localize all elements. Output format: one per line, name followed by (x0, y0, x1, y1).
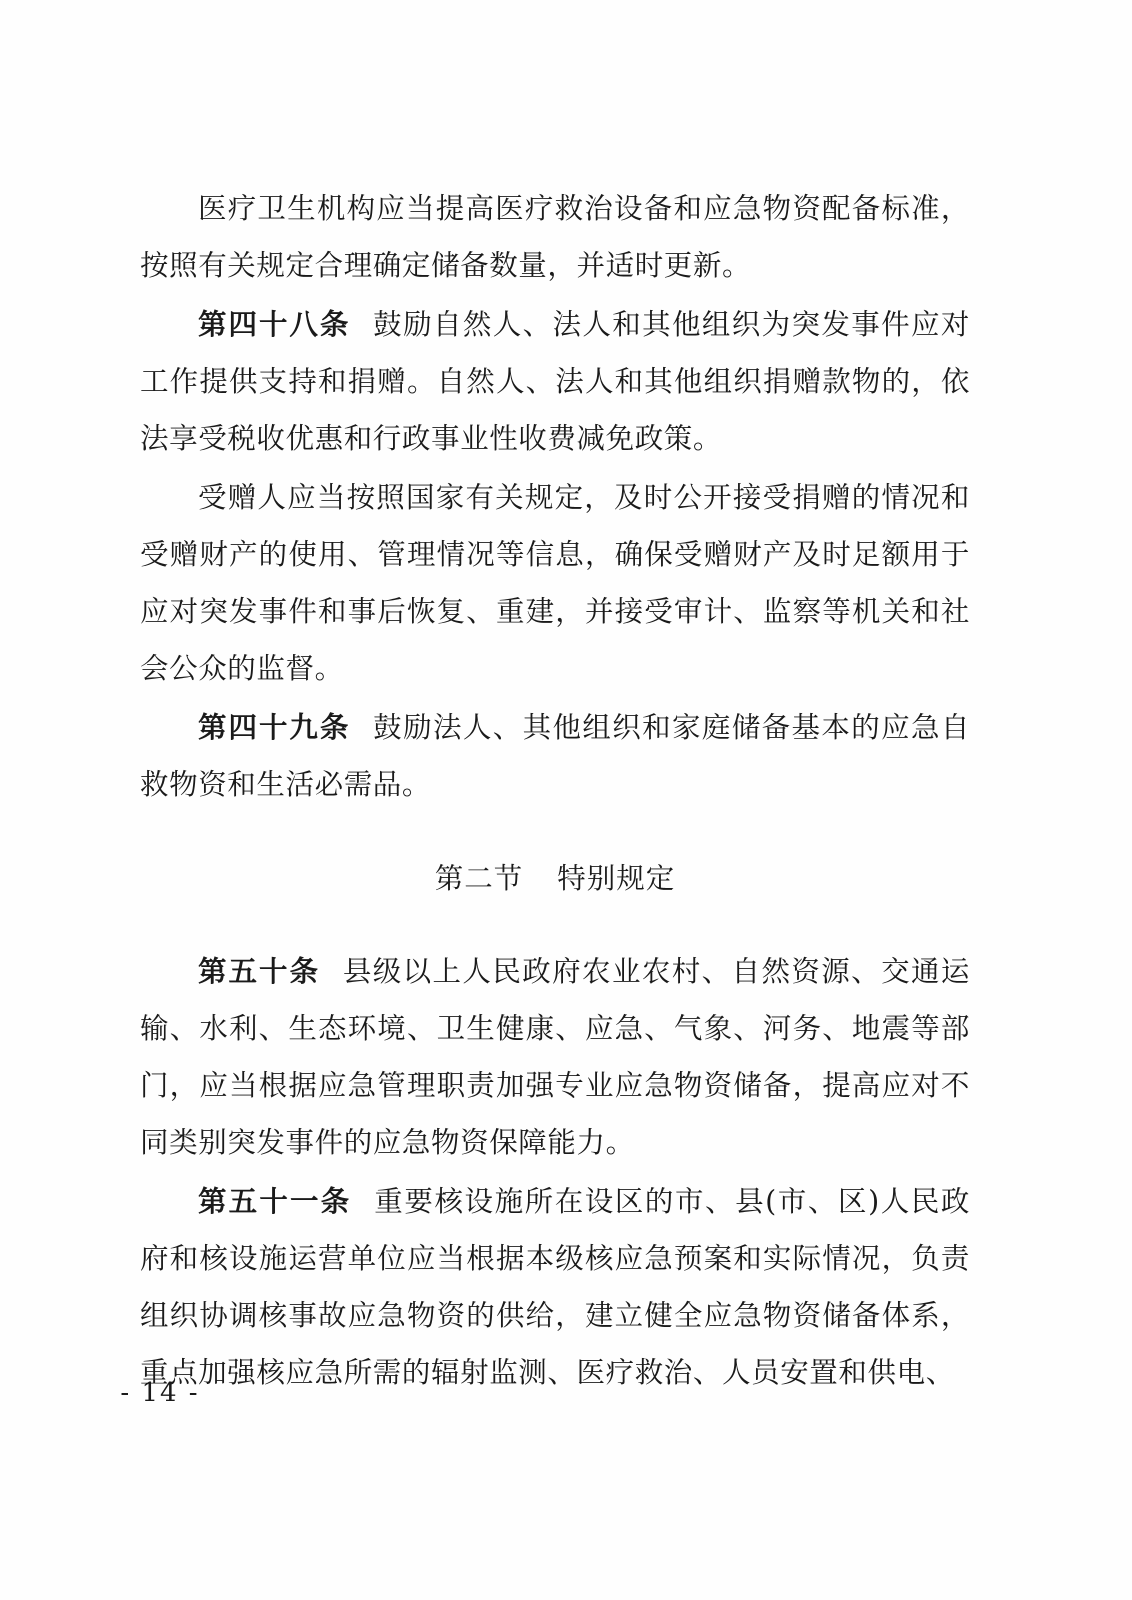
paragraph (140, 296, 970, 467)
paragraph-text: 鼓励自然人、法人和其他组织为突发事件应对工作提供支持和捐赠。自然人、法人和其他组织捐赠款物的，依法享受税收优惠和行政事业性收费减免政策。 (140, 308, 970, 455)
section-heading (140, 851, 970, 907)
paragraph-text: 县级以上人民政府农业农村、自然资源、交通运输、水利、生态环境、卫生健康、应急、气象、河务、地震等部门，应当根据应急管理职责加强专业应急物资储备，提高应对不同类别突发事件的应急物资保障能力。 (140, 955, 970, 1159)
paragraph-text: 鼓励法人、其他组织和家庭储备基本的应急自救物资和生活必需品。 (140, 711, 970, 801)
paragraph-text: 医疗卫生机构应当提高医疗救治设备和应急物资配备标准，按照有关规定合理确定储备数量，并适时更新。 (140, 192, 970, 282)
document-body (140, 180, 970, 1403)
article-number: 第四十九条 (198, 710, 351, 744)
article-number: 第五十条 (198, 954, 321, 988)
page-number: - 14 - (120, 1378, 200, 1408)
article-number: 第四十八条 (198, 307, 351, 341)
paragraph-text: 受赠人应当按照国家有关规定，及时公开接受捐赠的情况和受赠财产的使用、管理情况等信息，确保受赠财产及时足额用于应对突发事件和事后恢复、重建，并接受审计、监察等机关和社会公众的监督。 (140, 481, 970, 685)
paragraph (140, 1173, 970, 1401)
paragraph (140, 943, 970, 1171)
paragraph-text: 重要核设施所在设区的市、县(市、区)人民政府和核设施运营单位应当根据本级核应急预案和实际情况，负责组织协调核事故应急物资的供给，建立健全应急物资储备体系，重点加强核应急所需的辐射监测、医疗救治、人员安置和供电、 (140, 1185, 970, 1389)
paragraph (140, 180, 970, 294)
paragraph (140, 469, 970, 697)
article-number: 第五十一条 (198, 1184, 352, 1218)
section-heading-title: 特别规定 (557, 862, 676, 895)
paragraph (140, 699, 970, 813)
section-heading-label: 第二节 (434, 862, 524, 895)
